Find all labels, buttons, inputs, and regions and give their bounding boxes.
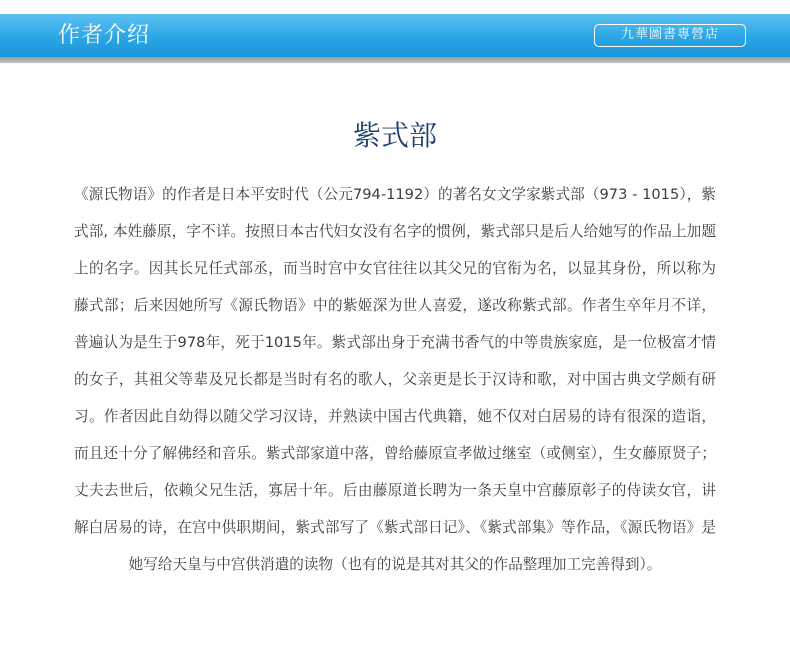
author-biography: 《源氏物语》的作者是日本平安时代（公元794-1192）的著名女文学家紫式部（973 - 1015），紫式部, 本姓藤原，字不详。按照日本古代妇女没有名字的惯例，紫式部只是后人给她写的作品上加题上的名字。因其长兄任式部丞，而当时宫中女官往往以其父兄的官衔为名，以显其身份，所以称为藤式部；后来因她所写《源氏物语》中的紫姬深为世人喜爱，遂改称紫式部。作者生卒年月不详，普遍认为是生于978年，死于1015年。紫式部出身于充满书香气的中等贵族家庭，是一位极富才情的女子，其祖父等辈及兄长都是当时有名的歌人，父亲更是长于汉诗和歌，对中国古典文学颇有研习。作者因此自幼得以随父学习汉诗，并熟读中国古代典籍，她不仅对白居易的诗有很深的造诣，而且还十分了解佛经和音乐。紫式部家道中落，曾给藤原宣孝做过继室（或侧室），生女藤原贤子；丈夫去世后，依赖父兄生活，寡居十年。后由藤原道长聘为一条天皇中宫藤原彰子的侍读女官，讲解白居易的诗，在宫中供职期间，紫式部写了《紫式部日记》、《紫式部集》等作品，《源氏物语》是她写给天皇与中宫供消遣的读物（也有的说是其对其父的作品整理加工完善得到）。 <box>74 186 716 573</box>
header-divider <box>0 57 790 63</box>
section-title: 作者介绍 <box>58 23 151 48</box>
store-name-badge: 九華圖書專營店 <box>594 24 746 47</box>
section-header-bar <box>0 14 790 57</box>
author-name-heading: 紫式部 <box>352 119 437 152</box>
